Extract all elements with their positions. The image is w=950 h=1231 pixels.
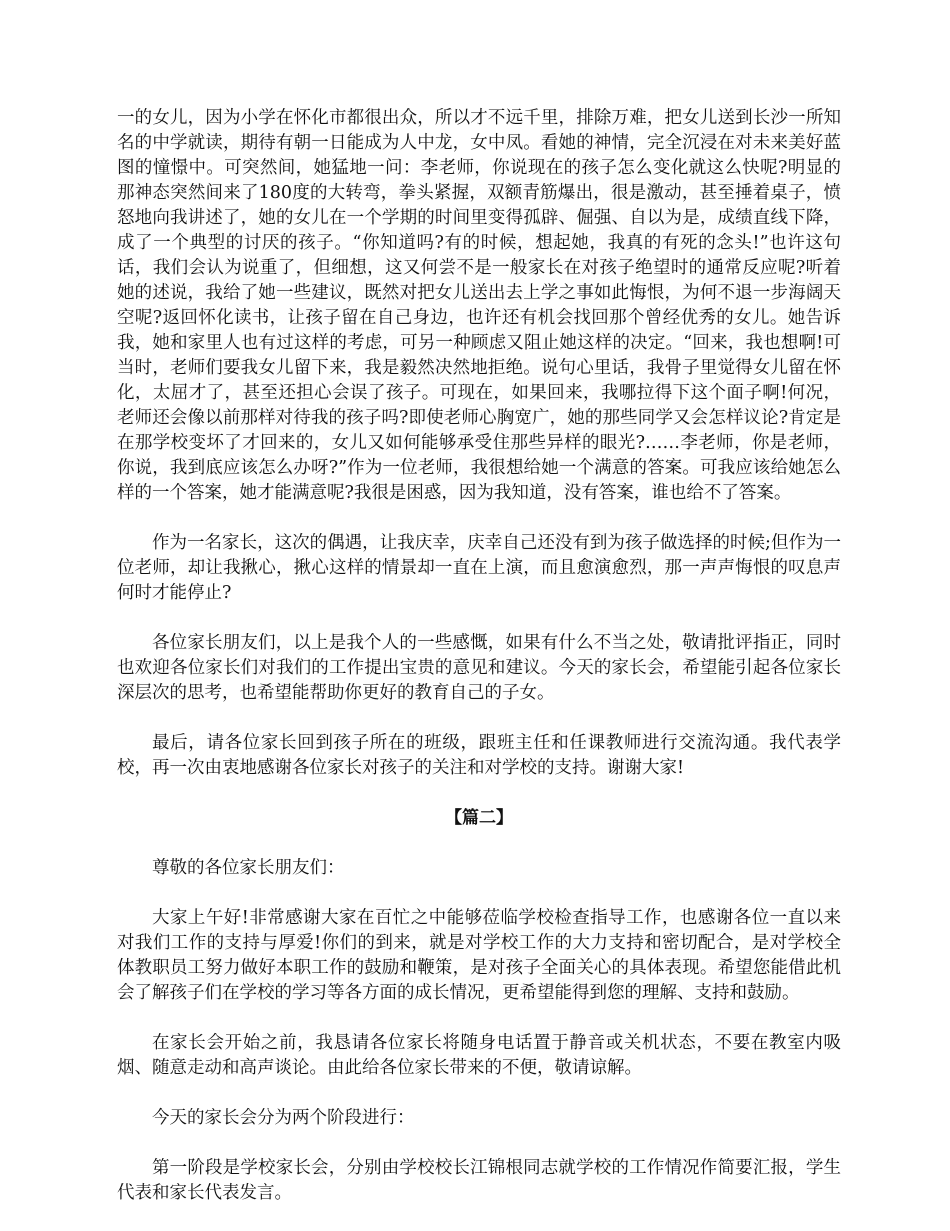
paragraph-stage-one: 第一阶段是学校家长会，分别由学校校长江锦根同志就学校的工作情况作简要汇报，学生代表和家长代表发言。 bbox=[117, 1158, 841, 1203]
paragraph-story: 一的女儿，因为小学在怀化市都很出众，所以才不远千里，排除万难，把女儿送到长沙一所知名的中学就读，期待有朝一日能成为人中龙，女中凤。看她的神情，完全沉浸在对未来美好蓝图的憧憬中。可突然间，她猛地一问：李老师，你说现在的孩子怎么变化就这么快呢?明显的那神态突然间来了180度的大转弯，拳头紧握，双额青筋爆出，很是激动，甚至捶着桌子，愤怒地向我讲述了，她的女儿在一个学期的时间里变得孤辟、倔强、自以为是，成绩直线下降，成了一个典型的讨厌的孩子。“你知道吗?有的时候，想起她，我真的有死的念头!”也许这句话，我们会认为说重了，但细想，这又何尝不是一般家长在对孩子绝望时的通常反应呢?听着她的述说，我给了她一些建议，既然对把女儿送出去上学之事如此悔恨，为何不退一步海阔天空呢?返回怀化读书，让孩子留在自己身边，也许还有机会找回那个曾经优秀的女儿。她告诉我，她和家里人也有过这样的考虑，可另一种顾虑又阻止她这样的决定。“回来，我也想啊!可当时，老师们要我女儿留下来，我是毅然决然地拒绝。说句心里话，我骨子里觉得女儿留在怀化，太屈才了，甚至还担心会误了孩子。可现在，如果回来，我哪拉得下这个面子啊!何况，老师还会像以前那样对待我的孩子吗?即使老师心胸宽广，她的那些同学又会怎样议论?肯定是在那学校变坏了才回来的，女儿又如何能够承受住那些异样的眼光?……李老师，你是老师，你说，我到底应该怎么办呀?”作为一位老师，我很想给她一个满意的答案。可我应该给她怎么样的一个答案，她才能满意呢?我很是困惑，因为我知道，没有答案，谁也给不了答案。 bbox=[117, 108, 841, 503]
paragraph-salutation: 尊敬的各位家长朋友们： bbox=[152, 858, 345, 878]
paragraph-notice: 在家长会开始之前，我恳请各位家长将随身电话置于静音或关机状态，不要在教室内吸烟、随意走动和高声谈论。由此给各位家长带来的不便，敬请谅解。 bbox=[117, 1033, 841, 1078]
paragraph-appeal: 各位家长朋友们，以上是我个人的一些感慨，如果有什么不当之处，敬请批评指正，同时也欢迎各位家长们对我们的工作提出宝贵的意见和建议。今天的家长会，希望能引起各位家长深层次的思考，也希望能帮助你更好的教育自己的子女。 bbox=[117, 633, 841, 703]
paragraph-agenda-intro: 今天的家长会分为两个阶段进行： bbox=[152, 1108, 415, 1128]
document-page bbox=[117, 106, 841, 1231]
paragraph-welcome: 大家上午好!非常感谢大家在百忙之中能够莅临学校检查指导工作，也感谢各位一直以来对我们工作的支持与厚爱!你们的到来，就是对学校工作的大力支持和密切配合，是对学校全体教职员工努力做好本职工作的鼓励和鞭策，是对孩子全面关心的具体表现。希望您能借此机会了解孩子们在学校的学习等各方面的成长情况，更希望能得到您的理解、支持和鼓励。 bbox=[117, 908, 841, 1003]
section-heading: 【篇二】 bbox=[445, 808, 513, 828]
paragraph-closing: 最后，请各位家长回到孩子所在的班级，跟班主任和任课教师进行交流沟通。我代表学校，再一次由衷地感谢各位家长对孩子的关注和对学校的支持。谢谢大家! bbox=[117, 733, 841, 778]
paragraph-reflection: 作为一名家长，这次的偶遇，让我庆幸，庆幸自己还没有到为孩子做选择的时候;但作为一位老师，却让我揪心，揪心这样的情景却一直在上演，而且愈演愈烈，那一声声悔恨的叹息声何时才能停止? bbox=[117, 533, 841, 603]
